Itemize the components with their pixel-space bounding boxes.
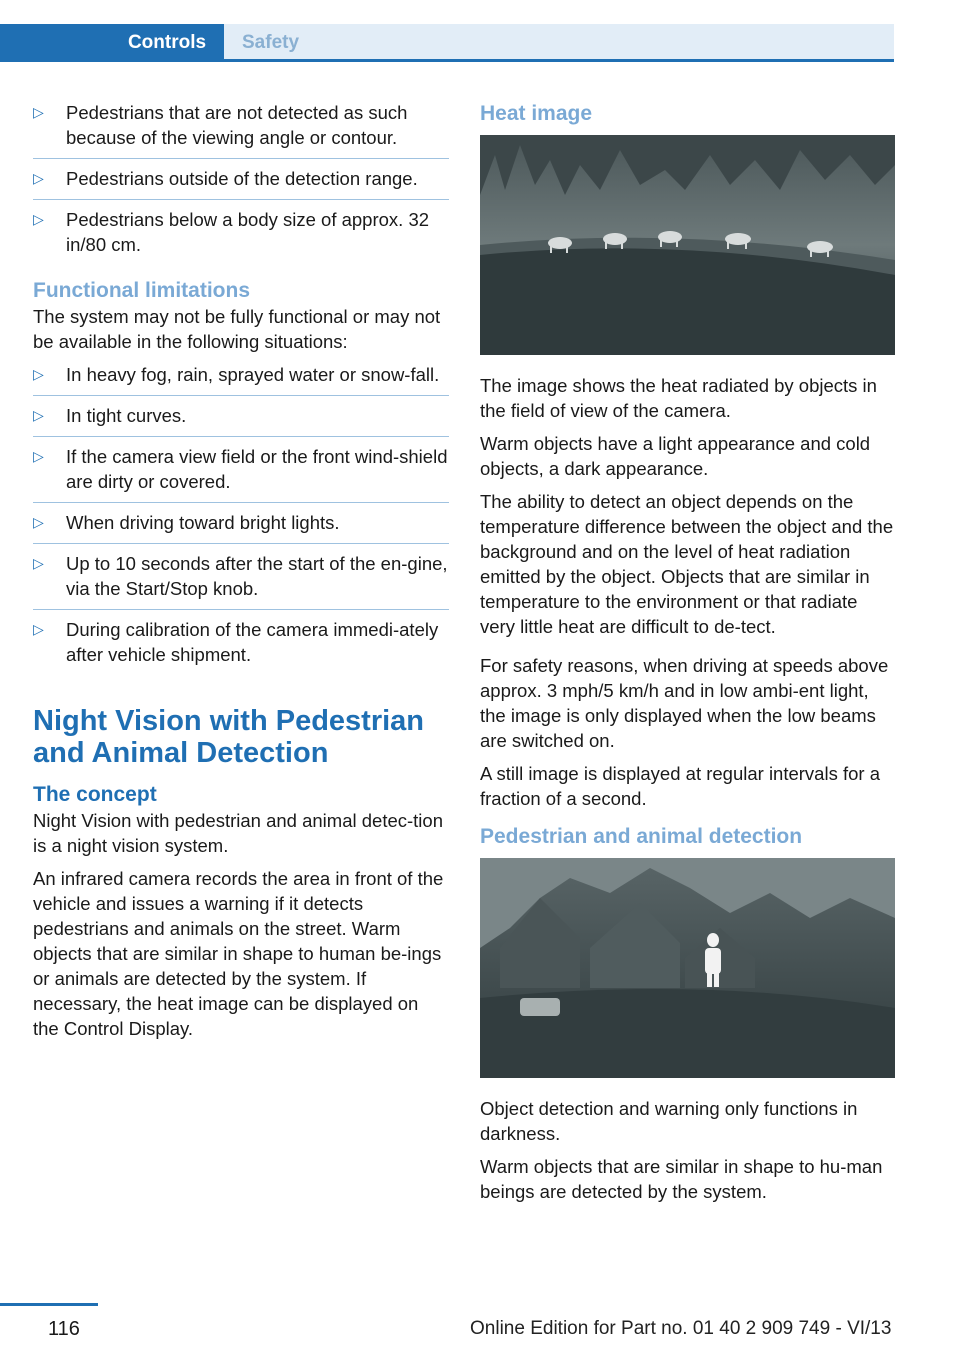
list-item: ▷ When driving toward bright lights. — [33, 512, 340, 533]
triangle-bullet-icon: ▷ — [33, 555, 44, 571]
tab-safety-label: Safety — [242, 31, 300, 53]
paragraph: The system may not be fully functional or may not be available in the following situations: — [33, 306, 441, 352]
section-title: Night Vision with Pedestrian and Animal Detection — [33, 705, 425, 769]
list-item: ▷ Pedestrians outside of the detection range. — [33, 168, 418, 189]
list-item: ▷ Pedestrians below a body size of approx. 32 in/80 cm. — [33, 209, 430, 255]
list-item: ▷ Up to 10 seconds after the start of the en-gine, via the Start/Stop knob. — [33, 553, 448, 599]
paragraph: The ability to detect an object depends on the temperature difference between the object and the background and on the level of heat radiation emitted by the object. Objects that are similar in temperature to the environment or that radiate very little heat are difficult to de-tect. — [480, 491, 894, 637]
triangle-bullet-icon: ▷ — [33, 104, 44, 120]
pedestrian-detection-heading: Pedestrian and animal detection — [480, 825, 803, 848]
triangle-bullet-icon: ▷ — [33, 407, 44, 423]
tab-controls[interactable] — [0, 24, 224, 61]
triangle-bullet-icon: ▷ — [33, 514, 44, 530]
divider — [33, 543, 449, 544]
right-column — [480, 100, 896, 1212]
pedestrian-thermal-image — [480, 858, 895, 1078]
functional-limitations-heading: Functional limitations — [33, 279, 251, 302]
divider — [33, 199, 449, 200]
triangle-bullet-icon: ▷ — [33, 170, 44, 186]
divider — [33, 502, 449, 503]
page-number: 116 — [48, 1318, 80, 1340]
heat-image-figure — [480, 135, 895, 355]
pedestrian-figure — [480, 858, 895, 1078]
bullet-list-limitations — [33, 362, 449, 675]
bullet-list-top — [33, 100, 449, 265]
paragraph: Warm objects have a light appearance and cold objects, a dark appearance. — [480, 433, 871, 479]
footer-rule — [0, 1303, 98, 1306]
divider — [33, 395, 449, 396]
list-item: ▷ Pedestrians that are not detected as such because of the viewing angle or contour. — [33, 102, 408, 148]
triangle-bullet-icon: ▷ — [33, 621, 44, 637]
concept-heading: The concept — [33, 783, 157, 806]
paragraph: The image shows the heat radiated by objects in the field of view of the camera. — [480, 375, 877, 421]
paragraph: For safety reasons, when driving at speeds above approx. 3 mph/5 km/h and in low ambi-ent light, the image is only displayed when the low beams are switched on. — [480, 655, 889, 751]
paragraph: Night Vision with pedestrian and animal detec-tion is a night vision system. — [33, 810, 443, 856]
divider — [33, 436, 449, 437]
triangle-bullet-icon: ▷ — [33, 448, 44, 464]
divider — [33, 158, 449, 159]
heat-image-heading: Heat image — [480, 102, 593, 125]
divider — [33, 609, 449, 610]
paragraph: Warm objects that are similar in shape to hu-man beings are detected by the system. — [480, 1156, 883, 1202]
header-bar — [0, 0, 960, 62]
list-item: ▷ During calibration of the camera immedi-ately after vehicle shipment. — [33, 619, 439, 665]
list-item: ▷ In tight curves. — [33, 405, 187, 426]
triangle-bullet-icon: ▷ — [33, 366, 44, 382]
triangle-bullet-icon: ▷ — [33, 211, 44, 227]
tab-safety[interactable] — [224, 24, 894, 61]
paragraph: An infrared camera records the area in front of the vehicle and issues a warning if it detects pedestrians and animals on the street. Warm objects that are similar in shape to human be-ings or animals are detected by the system. If necessary, the heat image can be displayed on the Control Display. — [33, 868, 444, 1039]
edition-label: Online Edition for Part no. 01 40 2 909 749 - VI/13 — [470, 1318, 892, 1339]
tab-controls-label: Controls — [127, 31, 207, 53]
paragraph: A still image is displayed at regular intervals for a fraction of a second. — [480, 763, 880, 809]
paragraph: Object detection and warning only functions in darkness. — [480, 1098, 858, 1144]
list-item: ▷ If the camera view field or the front wind-shield are dirty or covered. — [33, 446, 448, 492]
animals-thermal-image — [480, 135, 895, 355]
header-rule — [0, 59, 894, 62]
left-column — [33, 100, 449, 1049]
list-item: ▷ In heavy fog, rain, sprayed water or snow-fall. — [33, 364, 440, 385]
